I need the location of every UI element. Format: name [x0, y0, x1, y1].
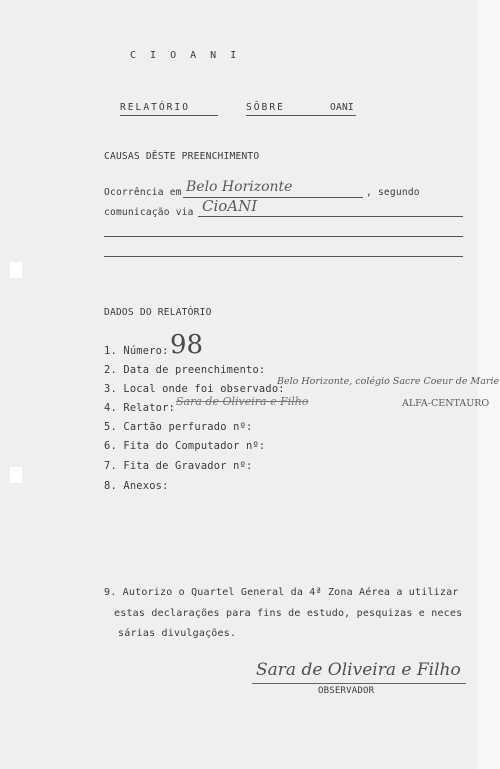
- blank-line-1: [104, 236, 463, 237]
- title-underline-mid: [246, 115, 300, 116]
- report-title-mid: SÔBRE: [246, 102, 285, 113]
- item-reporter-value: ALFA-CENTAURO: [402, 398, 490, 409]
- authorization-line-1: 9. Autorizo o Quartel General da 4ª Zona Aérea a utilizar: [104, 587, 459, 598]
- punch-hole-bottom: [10, 467, 22, 483]
- item-computer-tape-label: 6. Fita do Computador nº:: [104, 440, 266, 452]
- report-title-right: OANI: [330, 102, 354, 113]
- org-name: C I O A N I: [130, 50, 241, 61]
- via-value: CioANI: [202, 197, 258, 215]
- title-underline-left: [120, 115, 218, 116]
- item-number-label: 1. Número:: [104, 345, 169, 357]
- via-label: comunicação via: [104, 207, 194, 218]
- item-card-label: 5. Cartão perfurado nº:: [104, 421, 253, 433]
- observer-caption: OBSERVADOR: [318, 686, 375, 696]
- blank-line-2: [104, 256, 463, 257]
- item-date-label: 2. Data de preenchimento:: [104, 364, 266, 376]
- item-location-value: Belo Horizonte, colégio Sacre Coeur de Marie: [277, 376, 500, 387]
- item-location-label: 3. Local onde foi observado:: [104, 383, 285, 395]
- report-title-left: RELATÓRIO: [120, 102, 190, 113]
- title-underline-fill: [300, 115, 356, 116]
- item-recorder-tape-label: 7. Fita de Gravador nº:: [104, 460, 253, 472]
- item-annexes-label: 8. Anexos:: [104, 480, 169, 492]
- report-heading: DADOS DO RELATÓRIO: [104, 307, 212, 318]
- item-reporter-label: 4. Relator:: [104, 402, 176, 414]
- observer-signature: Sara de Oliveira e Filho: [256, 660, 461, 680]
- causes-heading: CAUSAS DÊSTE PREENCHIMENTO: [104, 151, 260, 162]
- second-label: , segundo: [366, 187, 420, 198]
- item-number-value: 98: [170, 330, 204, 360]
- authorization-line-3: sárias divulgações.: [118, 628, 237, 639]
- item-reporter-struck: Sara de Oliveira e Filho: [176, 395, 309, 408]
- occurrence-label: Ocorrência em: [104, 187, 182, 198]
- signature-line: [252, 683, 466, 684]
- authorization-line-2: estas declarações para fins de estudo, pesquizas e neces: [114, 608, 463, 619]
- via-line: [198, 216, 463, 217]
- occurrence-value: Belo Horizonte: [186, 179, 293, 195]
- punch-hole-top: [10, 262, 22, 278]
